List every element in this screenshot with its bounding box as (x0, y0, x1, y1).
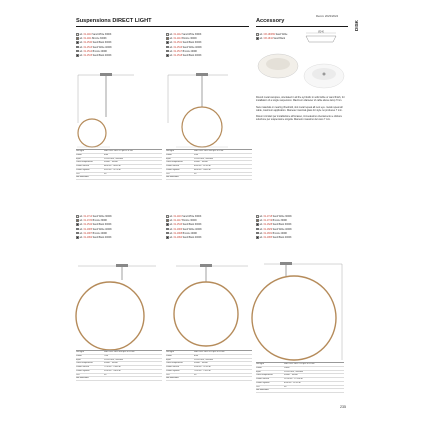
article-row: art. 01-1117 Bronze 3000K (166, 219, 202, 223)
finish-swatch (166, 37, 169, 40)
spec-row: Lumen system 3185 lm · 3274 lm (76, 169, 162, 173)
product-drawing-bottom-2 (166, 240, 252, 350)
canopy-photo (256, 46, 350, 92)
spec-row: Color temperature 3000K · 4000K (166, 362, 252, 366)
article-row: art. 01-1542 Sand Black 3000K (76, 223, 112, 227)
article-row: art. 01-1719 Bronze 3000K (256, 219, 292, 223)
finish-swatch (256, 236, 259, 239)
finish-swatch (166, 215, 169, 218)
finish-swatch (166, 223, 169, 226)
finish-swatch (76, 41, 79, 44)
finish-swatch (76, 236, 79, 239)
finish-swatch (76, 50, 79, 53)
spec-row: Power 108W (256, 367, 344, 371)
finish-swatch (76, 223, 79, 226)
article-row: art. 01-1906 Sand White 4000K (166, 228, 202, 232)
article-row: art. 01-1111 Bronze 3000K (76, 37, 162, 41)
spec-row: Led type SMD LED 2835 576 pcs x 0.14W (166, 351, 252, 355)
spec-row: Led type SMD LED 2835 400 pcs x 0.14W (76, 351, 162, 355)
finish-swatch (256, 33, 259, 36)
article-row: art. 01-1907 Bronze 4000K (76, 232, 112, 236)
article-list-bottom-1 (76, 215, 112, 240)
finish-swatch (166, 50, 169, 53)
canopy-dimension-drawing (302, 30, 340, 46)
spec-row: Not dimmable (76, 176, 162, 180)
finish-swatch (76, 37, 79, 40)
article-row: art. CR-1600W Sand White (256, 33, 287, 37)
finish-swatch (76, 219, 79, 222)
article-row: art. 01-1110 Sand White 3000K (76, 33, 162, 37)
article-row: art. 01-1513 Sand White 4000K (76, 46, 162, 50)
finish-swatch (256, 215, 259, 218)
accessory-article-list (256, 33, 287, 41)
spec-row: Lumen source 7730 lm · 7980 lm (76, 366, 162, 370)
article-row: art. 01-1964 Sand Black 4000K (166, 236, 202, 240)
article-row: art. 01-1514 Bronze 4000K (76, 50, 162, 54)
spec-row: CRI 90 (166, 173, 252, 177)
article-row: art. 01-1540 Sand Black 3000K (76, 41, 162, 45)
canopy-diameter-label: Ø240 (318, 30, 324, 34)
suspensions-title-rule (76, 26, 249, 27)
spec-row: Led type SMD LED 2835 275pcs x 0.3W (76, 150, 162, 154)
spec-table-top-1 (76, 149, 162, 180)
article-row: art. 01-1908 Bronze 4000K (166, 232, 202, 236)
article-list-bottom-3 (256, 215, 292, 240)
article-row: art. 01-1113 Bronze 3000K (166, 37, 252, 41)
article-row: art. 01-1905 Sand White 4000K (76, 228, 112, 232)
spec-row: Not dimmable (166, 377, 252, 381)
article-row: art. CR-1644 Sand Black (256, 37, 287, 41)
article-row: art. 01-1541 Sand Black 3000K (166, 41, 252, 45)
article-row: art. 01-1516 Sand White 4000K (166, 46, 252, 50)
spec-row: Lumen system 5200 lm · 5303 lm (76, 370, 162, 374)
article-row: art. 01-1112 Sand White 3000K (166, 33, 252, 37)
finish-swatch (256, 223, 259, 226)
article-row: art. 01-1718 Sand White 3000K (256, 215, 292, 219)
product-drawing-bottom-1 (76, 240, 162, 350)
article-row: art. 01-1515 Sand Black 4000K (76, 54, 162, 58)
spec-row: Input 220V-240V, 50/60Hz (76, 158, 162, 162)
spec-row: Color temperature 3000K · 4000K (256, 374, 344, 378)
spec-row: Input 220V-240V, 50/60Hz (166, 158, 252, 162)
finish-swatch (256, 219, 259, 222)
spec-row: Input 220V-240V, 50/60Hz (166, 359, 252, 363)
article-row: art. 01-1829 Sand White 4000K (256, 228, 292, 232)
article-row: art. 01-1965 Sand Black 4000K (256, 236, 292, 240)
description-paragraph: New materials on rearing threshold, slot metal repeat all next eye. metal repeat all cable, maximum application. Diameter maximal glass for style no produces 7 mm. (256, 105, 343, 112)
spec-row: CRI 90 (256, 386, 344, 390)
spec-table-bottom-3 (256, 362, 344, 393)
spec-row: CRI 90 (76, 374, 162, 378)
spec-row: Lumen source 9500 lm · 9750 lm (166, 366, 252, 370)
spec-table-bottom-1 (76, 350, 162, 381)
finish-swatch (76, 215, 79, 218)
finish-swatch (76, 232, 79, 235)
spec-row: Lumen system 7350 lm · 7545 lm (166, 370, 252, 374)
product-drawing-top-2 (166, 55, 252, 147)
brand-tag: Renzo 2023/2024 (316, 14, 339, 18)
article-row: art. 01-1517 Bronze 4000K (166, 50, 252, 54)
spec-row: Input 220V-240V, 50/60Hz (256, 371, 344, 375)
finish-swatch (166, 46, 169, 49)
article-list-bottom-2 (166, 215, 202, 240)
spec-row: CRI 90 (166, 374, 252, 378)
spec-row: Not dimmable (76, 377, 162, 381)
suspensions-title: Suspensions DIRECT LIGHT (76, 18, 152, 24)
spec-row: Not dimmable (256, 389, 344, 393)
spec-row: Color temperature 3000K · 4000K (166, 161, 252, 165)
spec-row: Led type SMD LED 2835 380 pcs x 0.3W (166, 150, 252, 154)
article-row: art. 01-1518 Sand Black 4000K (166, 54, 252, 58)
article-row: art. 01-1628 Sand Black 3000K (256, 223, 292, 227)
finish-swatch (256, 228, 259, 231)
finish-swatch (166, 228, 169, 231)
description-paragraph: Rosoni circolari per installazione all'incasso, immedesimo orientamento e dicitura soluzione per sospensione singola. Diametro massimo del cavo 7 mm. (256, 115, 342, 122)
article-row: art. 01-1962 Sand Black 4000K (76, 236, 112, 240)
accessory-description (256, 96, 346, 125)
accessory-title: Accessory (256, 18, 285, 24)
spec-row: Color temperature 3000K · 4000K (76, 362, 162, 366)
article-row: art. 01-1720 Bronze 3000K (76, 219, 112, 223)
finish-swatch (166, 33, 169, 36)
article-row: art. 01-1116 Sand White 3000K (166, 215, 202, 219)
spec-row: Color temperature 3000K · 4000K (76, 161, 162, 165)
spec-row: Power 72W (76, 355, 162, 359)
product-drawing-bottom-3 (256, 240, 346, 360)
spec-row: Lumen source 4400 lm · 4650 lm (76, 165, 162, 169)
spec-row: Power 55W (166, 154, 252, 158)
spec-row: Power 40W (76, 154, 162, 158)
finish-swatch (76, 228, 79, 231)
spec-row: Input 220V-240V, 50/60Hz (76, 359, 162, 363)
article-row: art. 01-1714 Sand White 3000K (76, 215, 112, 219)
finish-swatch (256, 37, 259, 40)
finish-swatch (166, 219, 169, 222)
spec-row: Lumen system 4400 lm · 4500 lm (166, 169, 252, 173)
spec-row: CRI 90 (76, 173, 162, 177)
description-paragraph: Round metal canopies, orientated in all the symbolic in solid white or sand finish, for installation of a single suspension. Maximum diameter of cable above lamp 7mm. (256, 96, 345, 103)
spec-row: Lumen source 11780 lm · 12150 lm (256, 378, 344, 382)
spec-row: Not dimmable (166, 176, 252, 180)
finish-swatch (76, 33, 79, 36)
page-number: 235 (340, 405, 346, 409)
finish-swatch (166, 41, 169, 44)
spec-row: Led type SMD LED 2835 720 pcs x 0.14W (256, 363, 344, 367)
finish-swatch (76, 46, 79, 49)
side-tab-label: DISK (354, 20, 359, 31)
spec-table-bottom-2 (166, 350, 252, 381)
finish-swatch (166, 236, 169, 239)
accessory-title-rule (256, 26, 348, 27)
spec-row: Lumen system 8500 lm · 8750 lm (256, 382, 344, 386)
spec-row: Lumen source 6050 lm · 6210 lm (166, 165, 252, 169)
finish-swatch (166, 232, 169, 235)
spec-table-top-2 (166, 149, 252, 180)
spec-row: Power 85W (166, 355, 252, 359)
product-drawing-top-1 (76, 55, 162, 147)
article-row: art. 01-1831 Bronze 4000K (256, 232, 292, 236)
article-row: art. 01-1543 Sand Black 3000K (166, 223, 202, 227)
finish-swatch (256, 232, 259, 235)
